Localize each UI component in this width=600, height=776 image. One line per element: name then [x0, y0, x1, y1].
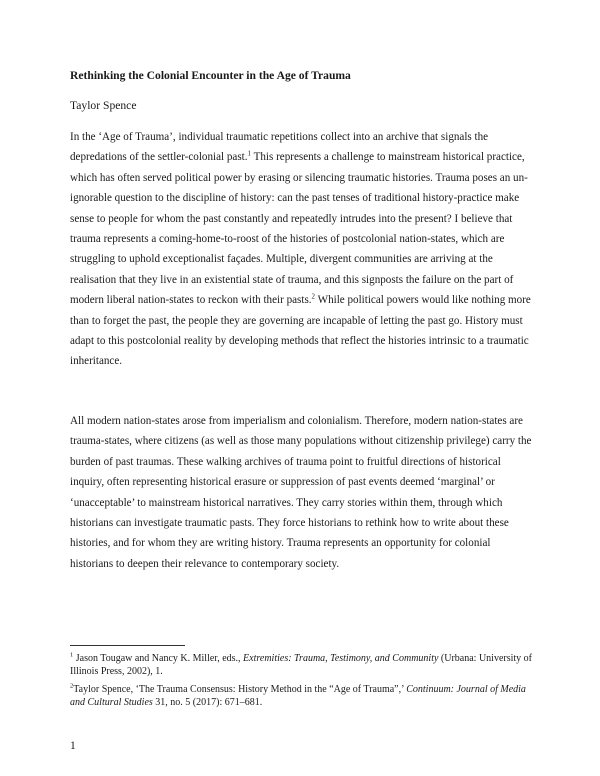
body-paragraph-2: All modern nation-states arose from imperialism and colonialism. Therefore, modern nation-states are trauma-states, where citizens (as well as those many populations without citizenship privilege) carry the burden of past traumas. These walking archives of trauma point to fruitful directions of historical inquiry, often representing historical erasure or suppression of past events deemed ‘marginal’ or ‘unacceptable’ to mainstream historical narratives. They carry stories within them, through which historians can investigate traumatic pasts. They force historians to rethink how to write about these histories, and for whom they are writing history. Trauma represents an opportunity for colonial historians to deepen their relevance to contemporary society.	[70, 415, 532, 570]
body-paragraph-1	[70, 127, 536, 372]
footnote-2-number: 2	[70, 682, 74, 690]
footnote-2-title: Continuum: Journal of Media and Cultural Studies	[70, 684, 526, 708]
paper-title: Rethinking the Colonial Encounter in the Age of Trauma	[70, 69, 351, 82]
footnote-1	[70, 652, 536, 678]
footnote-1-pre: Jason Tougaw and Nancy K. Miller, eds.,	[73, 653, 244, 664]
paragraph-1-text-b: This represents a challenge to mainstream historical practice, which has often served political power by erasing or silencing traumatic histories. Trauma poses an un-ignorable question to the discipline of history: can the past tenses of traditional history-practice make sense to people for whom the past constantly and repeatedly intrudes into the present? I believe that trauma represents a coming-home-to-roost of the histories of postcolonial nation-states, which are struggling to uphold exceptionalist façades. Multiple, divergent communities are arriving at the realisation that they live in an existential state of trauma, and this signposts the failure on the part of modern liberal nation-states to reckon with their pasts.	[70, 151, 528, 307]
footnote-2	[70, 683, 536, 709]
footnote-1-number: 1	[70, 651, 74, 659]
paragraph-1-text-c: While political powers would like nothing more than to forget the past, the people they are governing are incapable of letting the past go. History must adapt to this postcolonial reality by developing methods that reflect the histories intrinsic to a traumatic inheritance.	[70, 294, 531, 368]
author-name: Taylor Spence	[70, 99, 137, 112]
footnote-ref-2[interactable]: 2	[311, 292, 316, 301]
footnote-ref-1[interactable]: 1	[247, 149, 252, 158]
footnote-separator	[70, 645, 185, 646]
footnote-2-pre: Taylor Spence, ‘The Trauma Consensus: History Method in the “Age of Trauma”,’	[73, 684, 407, 695]
page-number: 1	[70, 740, 76, 752]
paragraph-1-text-a: In the ‘Age of Trauma’, individual traumatic repetitions collect into an archive that signals the depredations of the settler-colonial past.	[70, 131, 489, 164]
footnote-1-title: Extremities: Trauma, Testimony, and Community	[243, 653, 439, 664]
footnote-1-post: (Urbana: University of Illinois Press, 2002), 1.	[70, 653, 533, 677]
footnote-2-post: 31, no. 5 (2017): 671–681.	[152, 697, 263, 708]
